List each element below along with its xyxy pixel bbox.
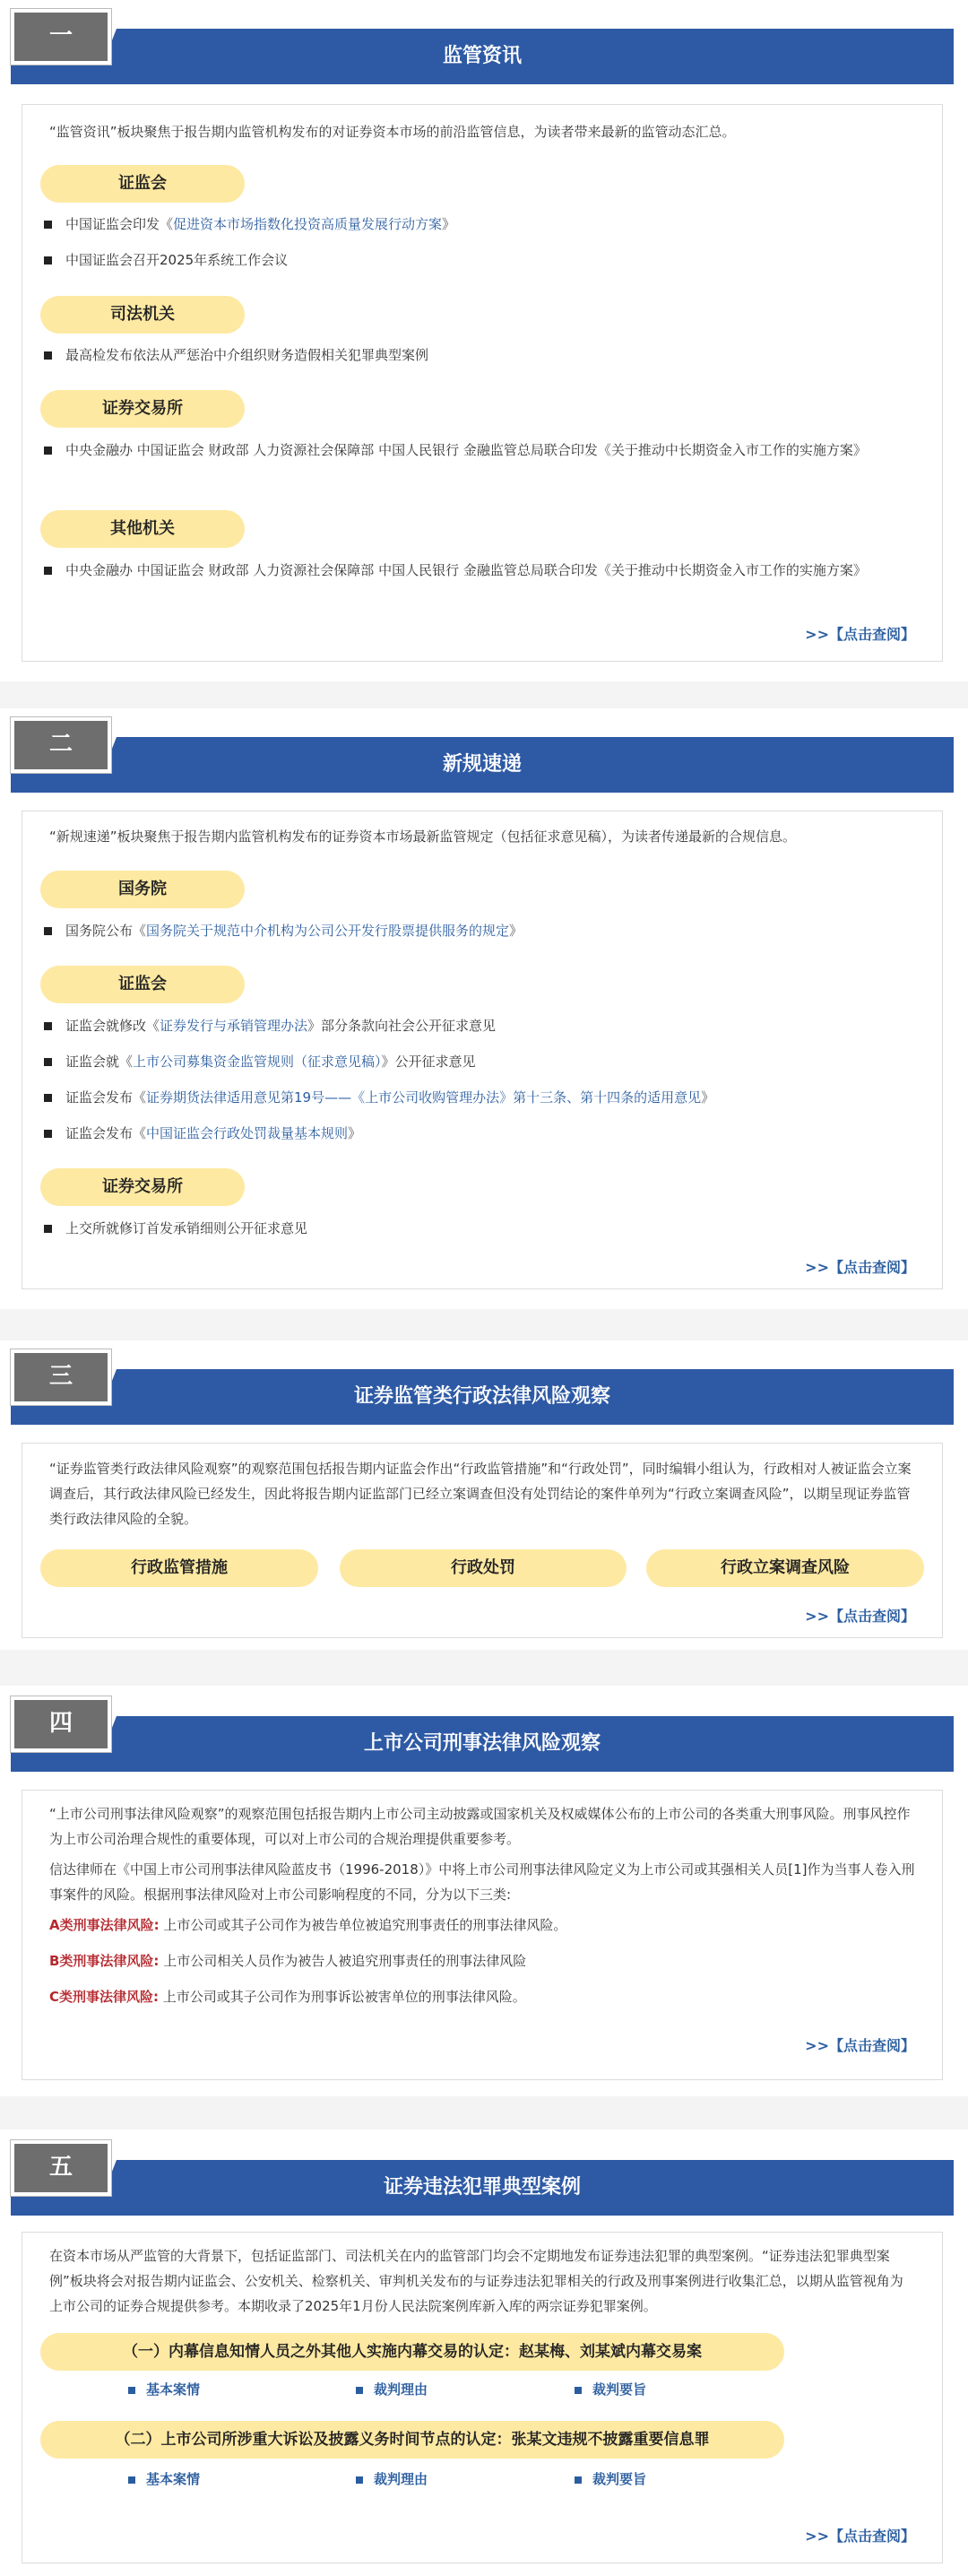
list-item[interactable]: 中央金融办 中国证监会 财政部 人力资源社会保障部 中国人民银行 金融监管总局联合印发《关于推动中长期资金入市工作的实施方案》 <box>44 559 920 582</box>
list-item[interactable]: 最高检发布依法从严惩治中介组织财务造假相关犯罪典型案例 <box>44 343 920 367</box>
bullet-icon <box>44 1225 52 1233</box>
intro-text: “上市公司刑事法律风险观察”的观察范围包括报告期内上市公司主动披露或国家机关及权威媒体公布的上市公司的各类重大刑事风险。刑事风控作为上市公司治理合规性的重要体现，可以对上市公司的合规治理提供重要参考。 <box>49 1806 911 1847</box>
section-header <box>11 731 954 793</box>
list-item[interactable]: 证监会发布《中国证监会行政处罚裁量基本规则》 <box>44 1122 920 1145</box>
case-pill[interactable]: （二）上市公司所涉重大诉讼及披露义务时间节点的认定：张某文违规不披露重要信息罪 <box>40 2421 784 2459</box>
category-pill: 其他机关 <box>40 510 245 548</box>
bullet-icon <box>356 2387 363 2394</box>
bullet-icon <box>44 567 52 575</box>
case-pill[interactable]: （一）内幕信息知情人员之外其他人实施内幕交易的认定：赵某梅、刘某斌内幕交易案 <box>40 2333 784 2371</box>
bullet-icon <box>44 1130 52 1138</box>
bullet-icon <box>44 1094 52 1102</box>
list-item[interactable]: 国务院公布《国务院关于规范中介机构为公司公开发行股票提供服务的规定》 <box>44 919 920 942</box>
category-pill: 证券交易所 <box>40 1168 245 1206</box>
item-link[interactable]: 中国证监会行政处罚裁量基本规则 <box>146 1125 349 1141</box>
bullet-icon <box>44 1058 52 1066</box>
case-tab[interactable]: 裁判要旨 <box>575 2380 646 2398</box>
section-regulatory-news <box>0 0 968 681</box>
category-pill[interactable]: 行政立案调查风险 <box>646 1549 924 1587</box>
section-new-rules <box>0 708 968 1309</box>
intro-text: 信达律师在《中国上市公司刑事法律风险蓝皮书（1996-2018）》中将上市公司刑事法律风险定义为上市公司或其强相关人员[1]作为当事人卷入刑事案件的风险。根据刑事法律风险对上市公司影响程度的不同，分为以下三类: <box>49 1861 915 1903</box>
item-link[interactable]: 国务院关于规范中介机构为公司公开发行股票提供服务的规定 <box>146 923 510 939</box>
bullet-icon <box>44 447 52 455</box>
bullet-icon <box>128 2476 135 2484</box>
list-item[interactable]: 证监会就《上市公司募集资金监管规则（征求意见稿）》公开征求意见 <box>44 1050 920 1073</box>
section-number: 五 <box>11 2140 111 2196</box>
section-number: 二 <box>11 717 111 773</box>
section-title: 新规速递 <box>442 753 522 776</box>
section-title: 证券违法犯罪典型案例 <box>383 2176 581 2199</box>
list-item[interactable]: 中国证监会印发《促进资本市场指数化投资高质量发展行动方案》 <box>44 212 920 236</box>
bullet-icon <box>44 927 52 935</box>
category-pill: 国务院 <box>40 871 245 908</box>
risk-type-a: A类刑事法律风险: 上市公司或其子公司作为被告单位被追究刑事责任的刑事法律风险。 <box>49 1917 567 1933</box>
content-box <box>22 104 943 662</box>
category-pill: 证监会 <box>40 165 245 203</box>
list-item[interactable]: 中国证监会召开2025年系统工作会议 <box>44 248 920 272</box>
case-tab[interactable]: 裁判理由 <box>356 2380 428 2398</box>
bullet-icon <box>575 2387 582 2394</box>
view-more-link[interactable]: >>【点击查阅】 <box>805 626 915 643</box>
section-criminal-risk <box>0 1686 968 2096</box>
item-link[interactable]: 证券期货法律适用意见第19号——《上市公司收购管理办法》第十三条、第十四条的适用意见 <box>146 1089 702 1106</box>
risk-label: C类刑事法律风险: <box>49 1989 160 2005</box>
list-item[interactable]: 证监会就修改《证券发行与承销管理办法》部分条款向社会公开征求意见 <box>44 1014 920 1037</box>
bullet-icon <box>128 2387 135 2394</box>
item-link[interactable]: 促进资本市场指数化投资高质量发展行动方案 <box>173 216 443 232</box>
bullet-icon <box>44 256 52 265</box>
intro-text: “新规速递”板块聚焦于报告期内监管机构发布的证券资本市场最新监管规定（包括征求意见稿），为读者传递最新的合规信息。 <box>49 828 797 845</box>
risk-type-b: B类刑事法律风险: 上市公司相关人员作为被告人被追究刑事责任的刑事法律风险 <box>49 1953 527 1969</box>
section-title: 证券监管类行政法律风险观察 <box>353 1385 610 1408</box>
section-header <box>11 22 954 84</box>
list-item[interactable]: 证监会发布《证券期货法律适用意见第19号——《上市公司收购管理办法》第十三条、第十四条的适用意见》 <box>44 1086 920 1109</box>
bullet-icon <box>44 351 52 360</box>
item-link[interactable]: 证券发行与承销管理办法 <box>160 1018 308 1034</box>
bullet-icon <box>575 2476 582 2484</box>
intro-text: 在资本市场从严监管的大背景下，包括证监部门、司法机关在内的监管部门均会不定期地发布证券违法犯罪的典型案例。“证券违法犯罪典型案例”板块将会对报告期内证监会、公安机关、检察机关、审判机关发布的与证券违法犯罪相关的行政及刑事案例进行收集汇总，以期从监管视角为上市公司的证券合规提供参考。本期收录了2025年1月份人民法院案例库新入库的两宗证券犯罪案例。 <box>49 2248 903 2314</box>
case-tab[interactable]: 基本案情 <box>128 2469 200 2488</box>
category-pill[interactable]: 行政处罚 <box>340 1549 627 1587</box>
content-box <box>22 811 943 1289</box>
category-pill: 司法机关 <box>40 296 245 334</box>
category-pill: 证监会 <box>40 966 245 1003</box>
section-header <box>11 2154 954 2216</box>
risk-label: A类刑事法律风险: <box>49 1917 160 1933</box>
category-pill[interactable]: 行政监管措施 <box>40 1549 318 1587</box>
case-tab[interactable]: 裁判要旨 <box>575 2469 646 2488</box>
view-more-link[interactable]: >>【点击查阅】 <box>805 1608 915 1625</box>
view-more-link[interactable]: >>【点击查阅】 <box>805 1259 915 1276</box>
section-header <box>11 1710 954 1772</box>
section-number: 四 <box>11 1696 111 1752</box>
case-tab[interactable]: 基本案情 <box>128 2380 200 2398</box>
case-tab[interactable]: 裁判理由 <box>356 2469 428 2488</box>
section-number: 三 <box>11 1349 111 1405</box>
content-box <box>22 1443 943 1638</box>
risk-label: B类刑事法律风险: <box>49 1953 160 1969</box>
section-title: 监管资讯 <box>442 45 522 67</box>
category-pill: 证券交易所 <box>40 390 245 428</box>
view-more-link[interactable]: >>【点击查阅】 <box>805 2528 915 2545</box>
section-typical-cases <box>0 2129 968 2576</box>
intro-text: “证券监管类行政法律风险观察”的观察范围包括报告期内证监会作出“行政监管措施”和“行政处罚”，同时编辑小组认为，行政相对人被证监会立案调查后，其行政法律风险已经发生，因此将报告期内证监部门已经立案调查但没有处罚结论的案件单列为“行政立案调查风险”，以期呈现证券监管类行政法律风险的全貌。 <box>49 1461 912 1527</box>
item-link[interactable]: 上市公司募集资金监管规则（征求意见稿） <box>133 1054 382 1070</box>
bullet-icon <box>44 1022 52 1030</box>
intro-text: “监管资讯”板块聚焦于报告期内监管机构发布的对证券资本市场的前沿监管信息，为读者带来最新的监管动态汇总。 <box>49 124 736 140</box>
content-box <box>22 1790 943 2080</box>
section-number: 一 <box>11 9 111 65</box>
view-more-link[interactable]: >>【点击查阅】 <box>805 2037 915 2054</box>
list-item[interactable]: 中央金融办 中国证监会 财政部 人力资源社会保障部 中国人民银行 金融监管总局联合印发《关于推动中长期资金入市工作的实施方案》 <box>44 438 920 462</box>
section-header <box>11 1363 954 1425</box>
risk-type-c: C类刑事法律风险: 上市公司或其子公司作为刑事诉讼被害单位的刑事法律风险。 <box>49 1989 526 2005</box>
content-box <box>22 2232 943 2563</box>
bullet-icon <box>356 2476 363 2484</box>
section-admin-risk <box>0 1340 968 1650</box>
section-title: 上市公司刑事法律风险观察 <box>363 1732 601 1755</box>
bullet-icon <box>44 221 52 229</box>
list-item[interactable]: 上交所就修订首发承销细则公开征求意见 <box>44 1217 920 1240</box>
